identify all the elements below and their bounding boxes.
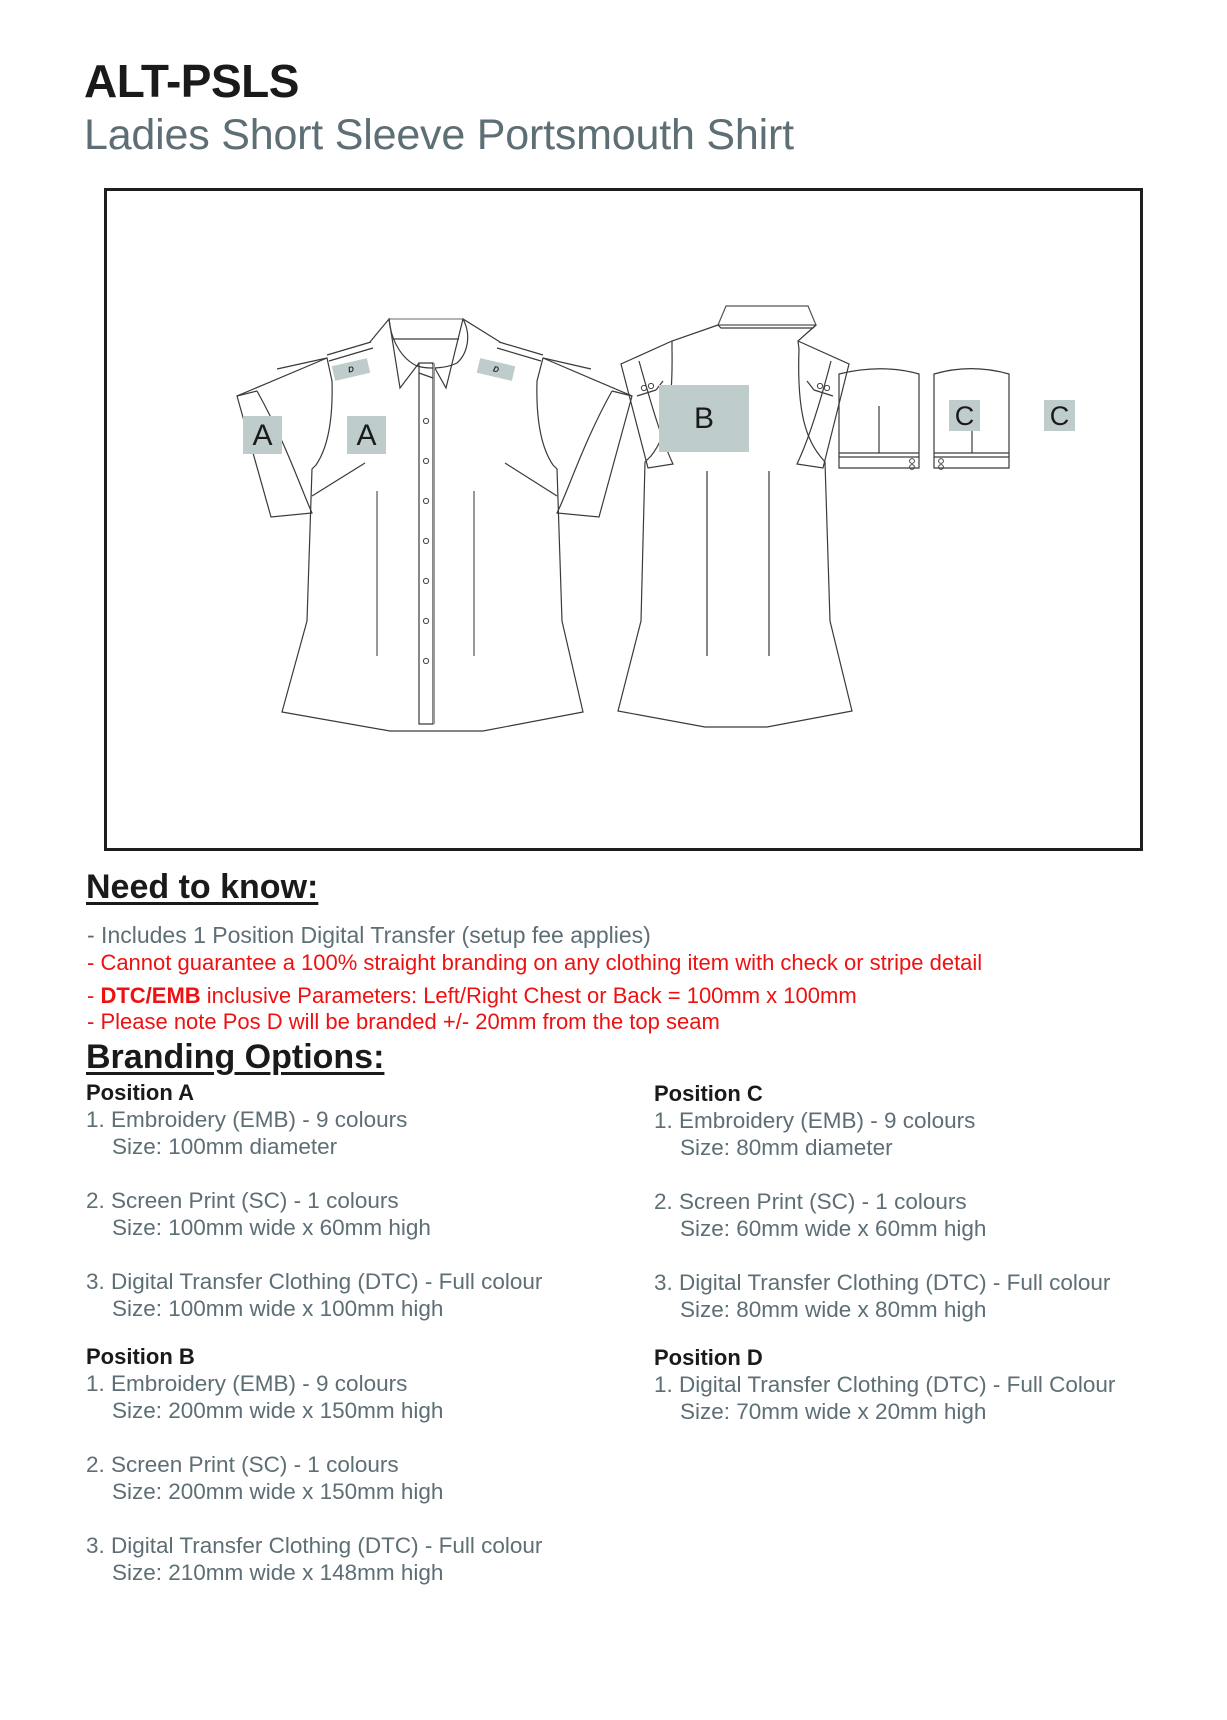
product-name: Ladies Short Sleeve Portsmouth Shirt [84, 111, 794, 159]
option-method: 2. Screen Print (SC) - 1 colours [86, 1452, 399, 1477]
garment-diagram-frame [104, 188, 1143, 851]
option-method: 1. Embroidery (EMB) - 9 colours [654, 1108, 976, 1133]
zone-a-right-label: A [356, 419, 377, 452]
position-c-title: Position C [654, 1081, 763, 1106]
option-method: 3. Digital Transfer Clothing (DTC) - Full colour [86, 1269, 543, 1294]
zone-c-left-label: C [954, 401, 975, 431]
option-size: Size: 80mm wide x 80mm high [680, 1297, 987, 1322]
option-size: Size: 70mm wide x 20mm high [680, 1399, 987, 1424]
option-method: 1. Embroidery (EMB) - 9 colours [86, 1371, 408, 1396]
note-prefix: - [87, 983, 101, 1008]
position-a-option-2 [86, 1187, 542, 1241]
zone-a-left-box [243, 416, 282, 454]
zone-b-box [659, 385, 749, 452]
note-straight-branding: - Cannot guarantee a 100% straight branding on any clothing item with check or stripe detail [87, 950, 983, 975]
note-bold-dtc-emb: DTC/EMB [100, 983, 201, 1008]
branding-column-left [86, 1080, 542, 1586]
product-code: ALT-PSLS [84, 55, 299, 107]
zone-a-left-label: A [252, 419, 273, 452]
zone-d-right-label: D [492, 364, 500, 375]
position-a-option-1 [86, 1106, 542, 1160]
zone-a-right-box [347, 416, 386, 454]
position-c-option-1 [654, 1107, 1115, 1161]
position-b-option-1 [86, 1370, 542, 1424]
option-size: Size: 100mm diameter [112, 1134, 338, 1159]
note-dtc-emb-parameters [87, 985, 857, 1007]
branding-column-right [654, 1081, 1115, 1425]
option-method: 3. Digital Transfer Clothing (DTC) - Full colour [654, 1270, 1111, 1295]
option-size: Size: 210mm wide x 148mm high [112, 1560, 444, 1585]
zone-c-right-box [1044, 400, 1075, 431]
zone-c-right-label: C [1049, 401, 1070, 431]
option-size: Size: 80mm diameter [680, 1135, 893, 1160]
option-size: Size: 100mm wide x 100mm high [112, 1296, 444, 1321]
position-c-option-3 [654, 1269, 1115, 1323]
garment-diagram [107, 191, 1140, 848]
position-a-title: Position A [86, 1080, 194, 1105]
note-setup-fee: - Includes 1 Position Digital Transfer (setup fee applies) [87, 922, 651, 948]
position-d-title: Position D [654, 1345, 763, 1370]
option-method: 3. Digital Transfer Clothing (DTC) - Full colour [86, 1533, 543, 1558]
position-c [654, 1081, 1115, 1323]
zone-c-left-box [949, 400, 980, 431]
sleeve-cuffs-illustration [839, 369, 1009, 470]
note-pos-d: - Please note Pos D will be branded +/- 20mm from the top seam [87, 1009, 720, 1034]
position-b-option-3 [86, 1532, 542, 1586]
position-b-title: Position B [86, 1344, 195, 1369]
zone-d-left-label: D [347, 364, 355, 375]
position-b-option-2 [86, 1451, 542, 1505]
option-method: 1. Digital Transfer Clothing (DTC) - Full Colour [654, 1372, 1116, 1397]
front-shirt-illustration [237, 319, 632, 731]
option-method: 2. Screen Print (SC) - 1 colours [654, 1189, 967, 1214]
back-shirt-illustration [618, 306, 852, 727]
option-method: 1. Embroidery (EMB) - 9 colours [86, 1107, 408, 1132]
note-parameters-text: inclusive Parameters: Left/Right Chest or Back = 100mm x 100mm [200, 983, 857, 1008]
position-d-option-1 [654, 1371, 1115, 1425]
position-d [654, 1345, 1115, 1425]
zone-b-label: B [693, 402, 714, 435]
option-size: Size: 100mm wide x 60mm high [112, 1215, 431, 1240]
branding-options-heading: Branding Options: [86, 1038, 385, 1076]
option-size: Size: 60mm wide x 60mm high [680, 1216, 987, 1241]
position-c-option-2 [654, 1188, 1115, 1242]
position-a-option-3 [86, 1268, 542, 1322]
option-size: Size: 200mm wide x 150mm high [112, 1398, 444, 1423]
need-to-know-heading: Need to know: [86, 868, 319, 906]
position-a [86, 1080, 542, 1322]
position-b [86, 1344, 542, 1586]
option-method: 2. Screen Print (SC) - 1 colours [86, 1188, 399, 1213]
option-size: Size: 200mm wide x 150mm high [112, 1479, 444, 1504]
